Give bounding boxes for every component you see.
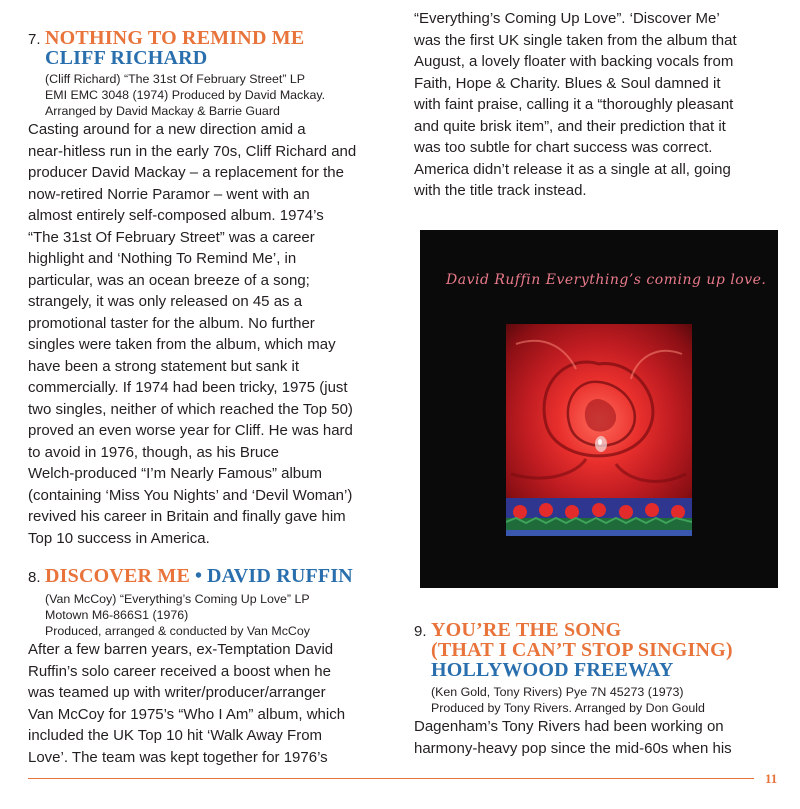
rose-artwork bbox=[506, 324, 692, 500]
credit-line: Motown M6-866S1 (1976) bbox=[45, 608, 189, 622]
body-line: “Everything’s Coming Up Love”. ‘Discover Me’ bbox=[414, 10, 720, 27]
credit-line: (Ken Gold, Tony Rivers) Pye 7N 45273 (1973) bbox=[431, 685, 684, 699]
body-line: producer David Mackay – a replacement for the bbox=[28, 164, 344, 181]
entry-8-artist: DAVID RUFFIN bbox=[207, 565, 353, 587]
sleeve-script-title: David Ruffin Everything’s coming up love. bbox=[446, 272, 767, 288]
entry-8-separator: • bbox=[195, 565, 203, 587]
body-line: singles were taken from the album, which may bbox=[28, 336, 336, 353]
body-line: was teamed up with writer/producer/arranger bbox=[28, 684, 326, 701]
body-line: two singles, neither of which reached the Top 50) bbox=[28, 400, 353, 418]
flower-row-graphic bbox=[506, 498, 692, 530]
body-line: Faith, Hope & Charity. Blues & Soul damned it bbox=[414, 74, 721, 92]
body-line: harmony-heavy pop since the mid-60s when his bbox=[414, 739, 732, 757]
body-line: After a few barren years, ex-Temptation David bbox=[28, 641, 334, 658]
body-line: and quite brisk item”, and their prediction that it bbox=[414, 117, 726, 135]
body-line: (containing ‘Miss You Nights’ and ‘Devil Woman’) bbox=[28, 486, 353, 504]
entry-7-body bbox=[28, 119, 398, 549]
body-line: was the first UK single taken from the album that bbox=[414, 31, 737, 49]
body-line: strangely, it was only released on 45 as a bbox=[28, 293, 303, 310]
entry-7-number: 7. bbox=[28, 31, 41, 48]
body-line: “The 31st Of February Street” was a career bbox=[28, 228, 315, 246]
body-line: to avoid in 1976, though, as his Bruce bbox=[28, 443, 280, 461]
body-line: was too subtle for chart success was correct. bbox=[414, 139, 713, 156]
entry-9-title-line-2: (THAT I CAN’T STOP SINGING) bbox=[431, 639, 733, 661]
entry-7-artist: CLIFF RICHARD bbox=[45, 47, 208, 69]
entry-8-header bbox=[28, 565, 398, 588]
body-line: Casting around for a new direction amid a bbox=[28, 121, 306, 138]
body-line: now-retired Norrie Paramor – went with an bbox=[28, 185, 310, 203]
entry-7 bbox=[28, 28, 398, 549]
entry-9-number: 9. bbox=[414, 623, 427, 640]
entry-9 bbox=[414, 620, 786, 759]
entry-9-title-line-1: YOU’RE THE SONG bbox=[431, 619, 622, 641]
entry-7-title: NOTHING TO REMIND ME bbox=[45, 27, 305, 49]
credit-line: Produced by Tony Rivers. Arranged by Don Gould bbox=[431, 701, 705, 715]
entry-8-credits bbox=[28, 591, 398, 639]
left-column bbox=[28, 28, 398, 768]
credit-line: Arranged by David Mackay & Barrie Guard bbox=[45, 104, 280, 118]
body-line: Dagenham’s Tony Rivers had been working on bbox=[414, 718, 724, 735]
entry-9-artist: HOLLYWOOD FREEWAY bbox=[431, 659, 674, 681]
body-line: particular, was an ocean breeze of a song; bbox=[28, 271, 310, 289]
body-line: with the title track instead. bbox=[414, 182, 587, 199]
album-sleeve-image bbox=[420, 230, 778, 588]
body-line: Love’. The team was kept together for 1976’s bbox=[28, 748, 328, 766]
entry-8-body bbox=[28, 639, 398, 768]
entry-7-header bbox=[28, 28, 398, 48]
entry-9-header bbox=[414, 620, 786, 640]
body-line: highlight and ‘Nothing To Remind Me’, in bbox=[28, 250, 297, 267]
entry-9-body bbox=[414, 716, 786, 759]
flower-border-strip bbox=[506, 498, 692, 530]
body-line: America didn’t release it as a single at all, going bbox=[414, 160, 731, 178]
body-line: Ruffin’s solo career received a boost when he bbox=[28, 662, 331, 680]
entry-8-number: 8. bbox=[28, 569, 41, 586]
body-line: promotional taster for the album. No further bbox=[28, 314, 315, 332]
entry-9-credits bbox=[414, 684, 786, 716]
sleeve-blue-band bbox=[506, 530, 692, 536]
body-line: proved an even worse year for Cliff. He was hard bbox=[28, 422, 353, 439]
right-column bbox=[414, 8, 786, 202]
credit-line: (Van McCoy) “Everything’s Coming Up Love” LP bbox=[45, 592, 310, 606]
body-line: Van McCoy for 1975’s “Who I Am” album, which bbox=[28, 705, 346, 723]
credit-line: (Cliff Richard) “The 31st Of February Street” LP bbox=[45, 72, 306, 86]
body-line: Welch-produced “I’m Nearly Famous” album bbox=[28, 465, 322, 482]
credit-line: EMI EMC 3048 (1974) Produced by David Mackay. bbox=[45, 88, 326, 102]
body-line: August, a lovely floater with backing vocals from bbox=[414, 53, 734, 70]
body-line: included the UK Top 10 hit ‘Walk Away From bbox=[28, 727, 323, 744]
credit-line: Produced, arranged & conducted by Van McCoy bbox=[45, 624, 310, 638]
entry-7-credits bbox=[28, 71, 398, 119]
entry-8-continued bbox=[414, 8, 786, 202]
page-number: 11 bbox=[765, 771, 778, 786]
entry-8-title: DISCOVER ME bbox=[45, 565, 190, 587]
rose-petals-graphic bbox=[506, 324, 692, 500]
body-line: almost entirely self-composed album. 1974’s bbox=[28, 207, 324, 224]
body-line: commercially. If 1974 had been tricky, 1975 (just bbox=[28, 379, 348, 396]
body-line: near-hitless run in the early 70s, Cliff Richard and bbox=[28, 142, 357, 160]
body-line: revived his career in Britain and finally gave him bbox=[28, 508, 346, 525]
footer-rule bbox=[28, 778, 754, 779]
entry-8 bbox=[28, 565, 398, 768]
body-line: have been a strong statement but sank it bbox=[28, 357, 300, 375]
body-line: Top 10 success in America. bbox=[28, 529, 210, 547]
body-line: with faint praise, calling it a “thoroughly pleasant bbox=[414, 96, 734, 113]
